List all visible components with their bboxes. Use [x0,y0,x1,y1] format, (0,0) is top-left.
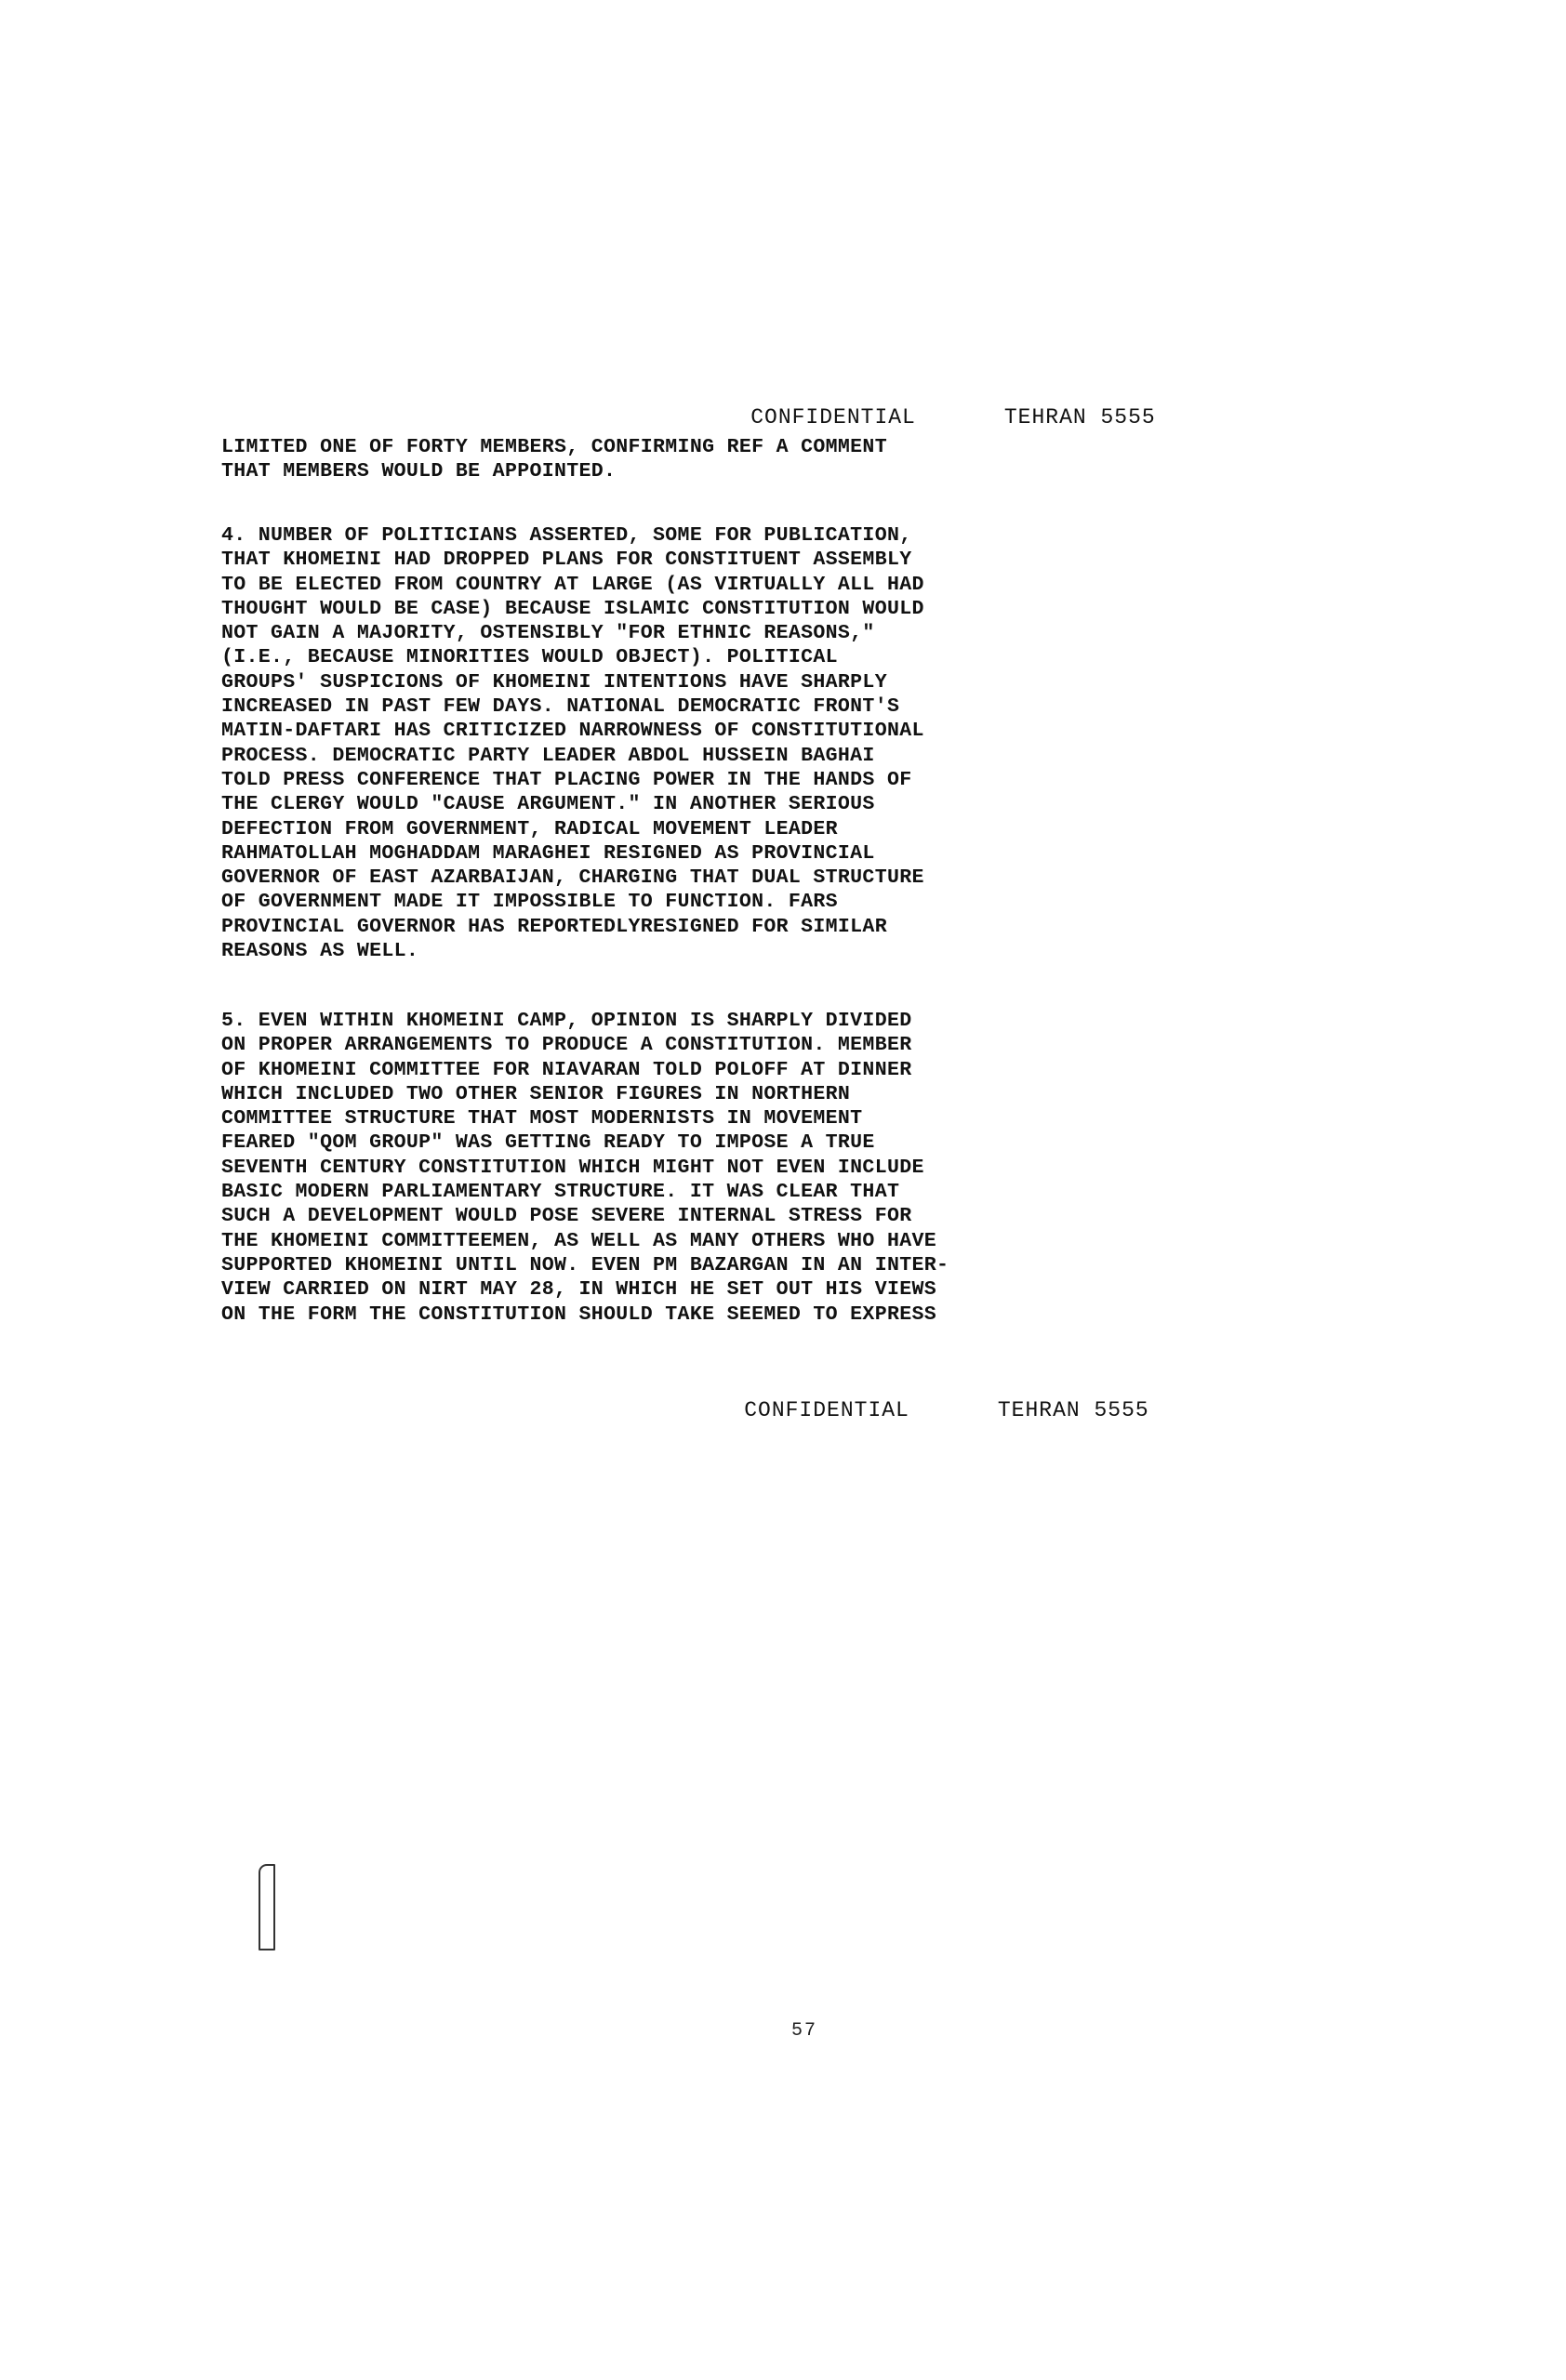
text-line: LIMITED ONE OF FORTY MEMBERS, CONFIRMING REF A COMMENT [221,436,887,458]
text-line: ON THE FORM THE CONSTITUTION SHOULD TAKE SEEMED TO EXPRESS [221,1302,936,1326]
text-line: PROCESS. DEMOCRATIC PARTY LEADER ABDOL HUSSEIN BAGHAI [221,744,875,767]
text-line: GROUPS' SUSPICIONS OF KHOMEINI INTENTIONS HAVE SHARPLY [221,670,887,694]
text-line: (I.E., BECAUSE MINORITIES WOULD OBJECT). POLITICAL [221,646,838,669]
page-number: 57 [791,2020,818,2042]
text-line: MATIN-DAFTARI HAS CRITICIZED NARROWNESS OF CONSTITUTIONAL [221,720,924,743]
header-message-id: TEHRAN 5555 [1003,405,1156,430]
text-line: GOVERNOR OF EAST AZARBAIJAN, CHARGING THAT DUAL STRUCTURE [221,866,924,890]
text-line: 4. NUMBER OF POLITICIANS ASSERTED, SOME FOR PUBLICATION, [221,524,912,547]
page-footer-mark [689,1374,1149,1447]
text-line: WHICH INCLUDED TWO OTHER SENIOR FIGURES IN NORTHERN [221,1082,851,1105]
text-line: DEFECTION FROM GOVERNMENT, RADICAL MOVEMENT LEADER [221,817,838,840]
text-line: THE KHOMEINI COMMITTEEMEN, AS WELL AS MANY OTHERS WHO HAVE [221,1229,936,1252]
text-line: OF GOVERNMENT MADE IT IMPOSSIBLE TO FUNCTION. FARS [221,891,838,914]
paragraph-4 [221,523,1184,963]
footer-message-id: TEHRAN 5555 [997,1398,1149,1422]
text-line: SEVENTH CENTURY CONSTITUTION WHICH MIGHT NOT EVEN INCLUDE [221,1156,924,1179]
text-line: VIEW CARRIED ON NIRT MAY 28, IN WHICH HE SET OUT HIS VIEWS [221,1278,936,1302]
text-line: PROVINCIAL GOVERNOR HAS REPORTEDLYRESIGNED FOR SIMILAR [221,915,887,938]
continuation-text [221,435,1184,484]
text-line: THAT MEMBERS WOULD BE APPOINTED. [221,460,617,483]
text-line: NOT GAIN A MAJORITY, OSTENSIBLY "FOR ETHNIC REASONS," [221,622,875,645]
text-line: THAT KHOMEINI HAD DROPPED PLANS FOR CONSTITUENT ASSEMBLY [221,549,912,572]
footer-classification: CONFIDENTIAL [744,1398,909,1422]
text-line: RAHMATOLLAH MOGHADDAM MARAGHEI RESIGNED AS PROVINCIAL [221,841,875,865]
vertical-bracket-mark [259,1864,275,1950]
text-line: OF KHOMEINI COMMITTEE FOR NIAVARAN TOLD POLOFF AT DINNER [221,1058,912,1081]
text-line: 5. EVEN WITHIN KHOMEINI CAMP, OPINION IS SHARPLY DIVIDED [221,1010,912,1032]
text-line: FEARED "QOM GROUP" WAS GETTING READY TO IMPOSE A TRUE [221,1131,875,1155]
text-line: BASIC MODERN PARLIAMENTARY STRUCTURE. IT WAS CLEAR THAT [221,1181,900,1204]
text-line: COMMITTEE STRUCTURE THAT MOST MODERNISTS IN MOVEMENT [221,1107,863,1130]
text-line: INCREASED IN PAST FEW DAYS. NATIONAL DEMOCRATIC FRONT'S [221,695,900,719]
text-line: THOUGHT WOULD BE CASE) BECAUSE ISLAMIC CONSTITUTION WOULD [221,597,924,620]
paragraph-5 [221,1009,1184,1327]
header-classification: CONFIDENTIAL [750,405,916,430]
text-line: REASONS AS WELL. [221,940,419,963]
text-line: THE CLERGY WOULD "CAUSE ARGUMENT." IN ANOTHER SERIOUS [221,793,875,816]
text-line: SUCH A DEVELOPMENT WOULD POSE SEVERE INTERNAL STRESS FOR [221,1205,912,1228]
text-line: SUPPORTED KHOMEINI UNTIL NOW. EVEN PM BAZARGAN IN AN INTER- [221,1253,949,1276]
text-line: TO BE ELECTED FROM COUNTRY AT LARGE (AS VIRTUALLY ALL HAD [221,573,924,596]
text-line: ON PROPER ARRANGEMENTS TO PRODUCE A CONSTITUTION. MEMBER [221,1034,912,1057]
text-line: TOLD PRESS CONFERENCE THAT PLACING POWER IN THE HANDS OF [221,768,912,791]
